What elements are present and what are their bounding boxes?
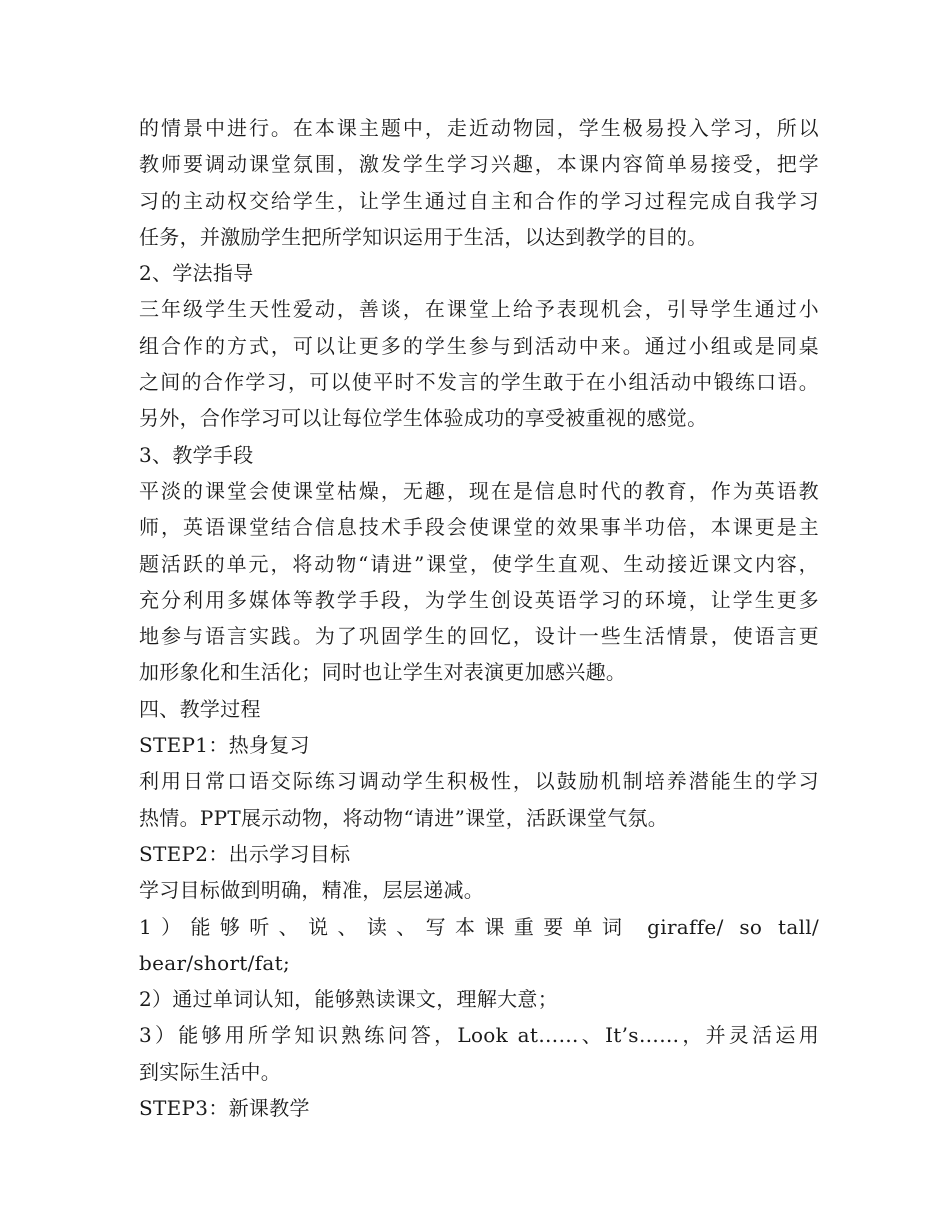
paragraph-line: 组合作的方式，可以让更多的学生参与到活动中来。通过小组或是同桌 <box>139 333 819 358</box>
paragraph-line: 三年级学生天性爱动，善谈，在课堂上给予表现机会，引导学生通过小 <box>139 297 819 322</box>
paragraph-line: 师，英语课堂结合信息技术手段会使课堂的效果事半功倍，本课更是主 <box>139 515 819 540</box>
list-item: 1）能够听、说、读、写本课重要单词 giraffe/ so tall/ <box>139 914 819 939</box>
paragraph-line: 利用日常口语交际练习调动学生积极性，以鼓励机制培养潜能生的学习 <box>139 769 819 794</box>
paragraph-line: 的情景中进行。在本课主题中，走近动物园，学生极易投入学习，所以 <box>139 116 819 140</box>
paragraph-line: 教师要调动课堂氛围，激发学生学习兴趣，本课内容简单易接受，把学 <box>139 152 819 177</box>
section-heading: 2、学法指导 <box>139 261 254 286</box>
paragraph-line: 加形象化和生活化；同时也让学生对表演更加感兴趣。 <box>139 660 627 685</box>
paragraph-line: 平淡的课堂会使课堂枯燥，无趣，现在是信息时代的教育，作为英语教 <box>139 478 819 503</box>
step-heading: STEP3：新课教学 <box>139 1096 310 1121</box>
paragraph-line: 题活跃的单元，将动物“请进”课堂，使学生直观、生动接近课文内容， <box>139 551 819 576</box>
list-item: 3）能够用所学知识熟练问答，Look at……、It’s……，并灵活运用 <box>139 1023 819 1048</box>
document-body <box>139 110 819 1126</box>
paragraph-line: 习的主动权交给学生，让学生通过自主和合作的学习过程完成自我学习 <box>139 188 819 213</box>
paragraph-line: 另外，合作学习可以让每位学生体验成功的享受被重视的感觉。 <box>139 406 708 431</box>
paragraph-line: 之间的合作学习，可以使平时不发言的学生敢于在小组活动中锻练口语。 <box>139 370 819 395</box>
list-item-continuation: bear/short/fat; <box>139 950 290 975</box>
paragraph-line: 地参与语言实践。为了巩固学生的回忆，设计一些生活情景，使语言更 <box>139 624 819 649</box>
paragraph-line: 充分利用多媒体等教学手段，为学生创设英语学习的环境，让学生更多 <box>139 587 819 612</box>
paragraph-line: 热情。PPT展示动物，将动物“请进”课堂，活跃课堂气氛。 <box>139 805 669 830</box>
section-heading: 3、教学手段 <box>139 442 254 467</box>
paragraph-line: 学习目标做到明确，精准，层层递减。 <box>139 878 485 903</box>
step-heading: STEP1：热身复习 <box>139 733 310 758</box>
paragraph-line: 任务，并激励学生把所学知识运用于生活，以达到教学的目的。 <box>139 224 708 249</box>
list-item: 2）通过单词认知，能够熟读课文，理解大意； <box>139 987 559 1012</box>
list-item-continuation: 到实际生活中。 <box>139 1059 282 1084</box>
section-heading: 四、教学过程 <box>139 696 261 721</box>
step-heading: STEP2：出示学习目标 <box>139 841 351 866</box>
